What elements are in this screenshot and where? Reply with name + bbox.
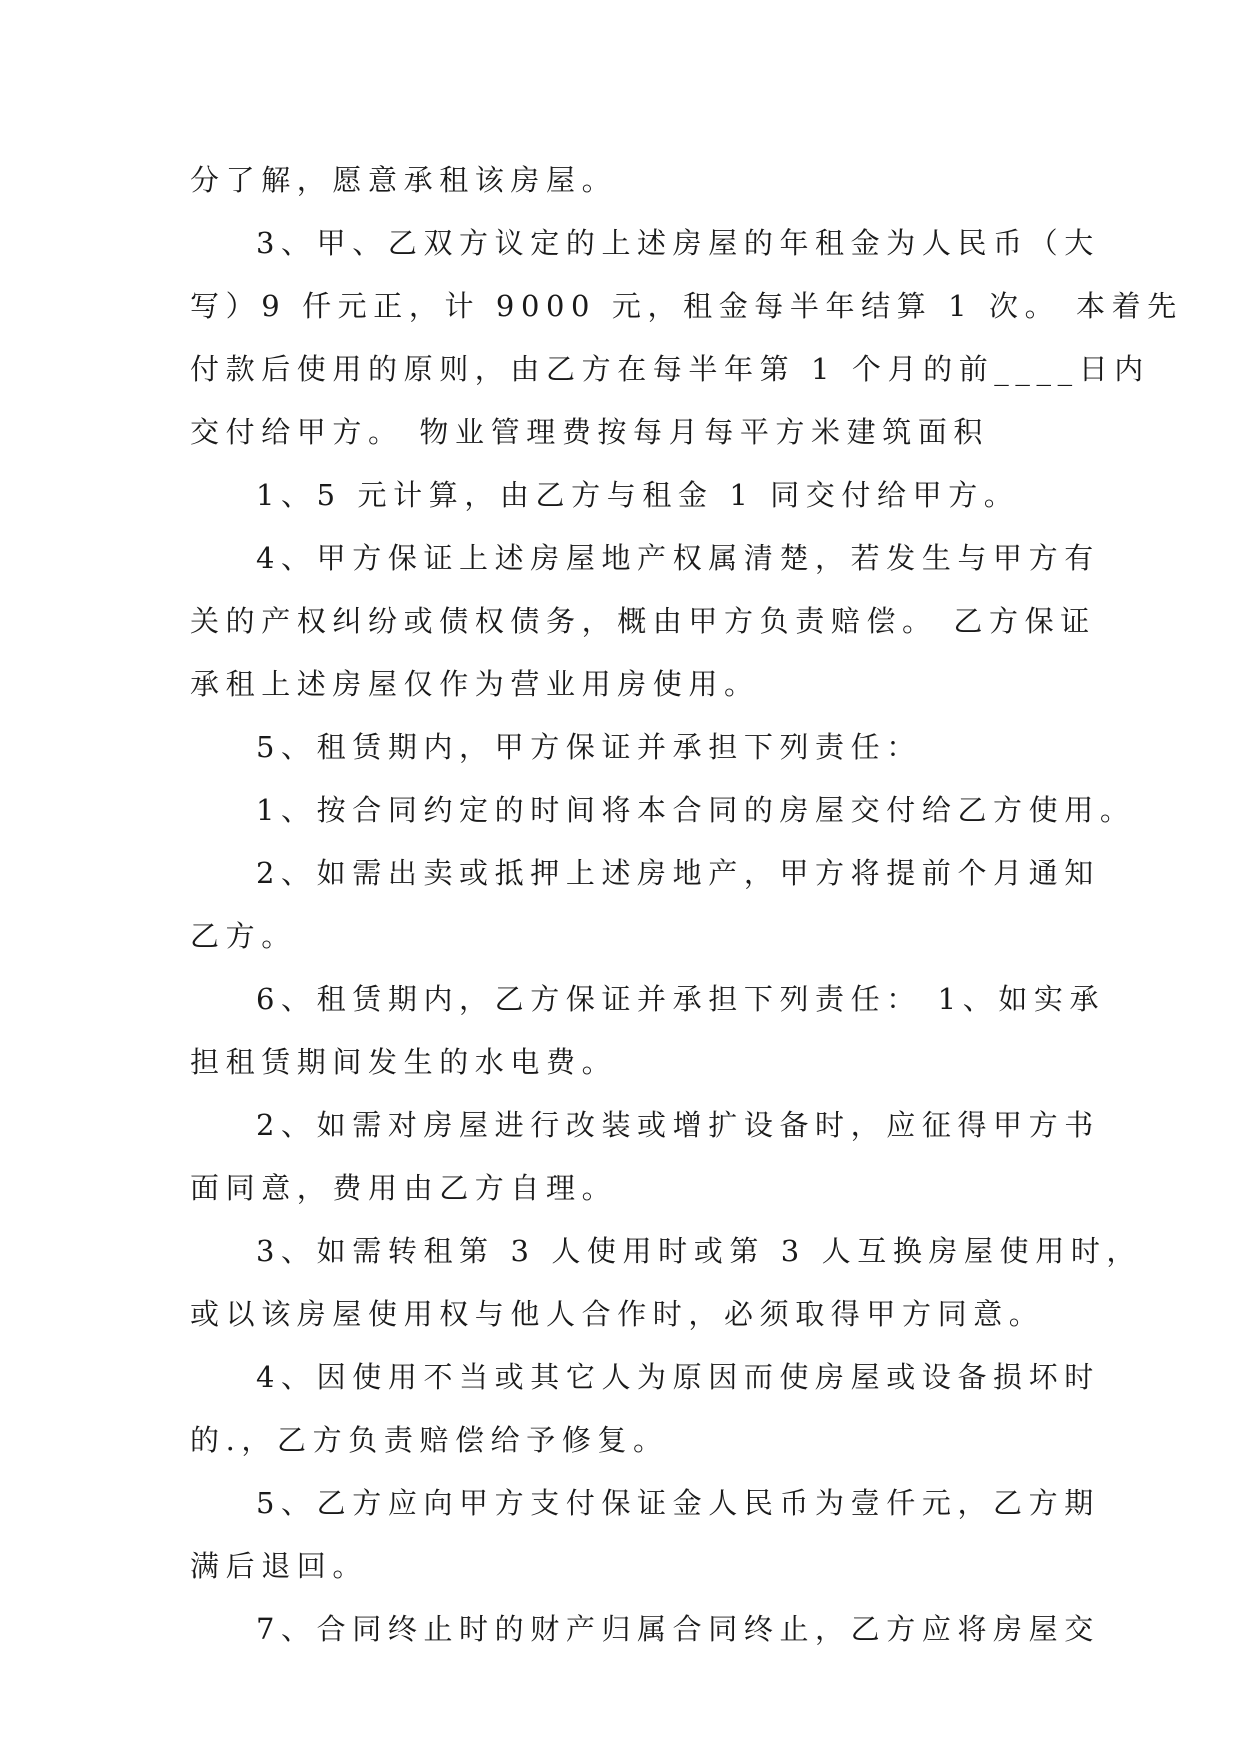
contract-text [190,160,1183,1672]
text-line: 3、如需转租第 3 人使用时或第 3 人互换房屋使用时， [256,1234,1143,1268]
text-line: 5、乙方应向甲方支付保证金人民币为壹仟元，乙方期 [256,1486,1100,1520]
text-line: 付款后使用的原则，由乙方在每半年第 1 个月的前____日内 [190,352,1150,386]
text-line: 2、如需对房屋进行改装或增扩设备时，应征得甲方书 [256,1108,1100,1142]
text-line: 承租上述房屋仅作为营业用房使用。 [190,667,760,701]
text-line: 写）9 仟元正，计 9000 元，租金每半年结算 1 次。 本着先 [190,289,1183,323]
text-line: 6、租赁期内，乙方保证并承担下列责任： 1、如实承 [256,982,1106,1016]
text-line: 或以该房屋使用权与他人合作时，必须取得甲方同意。 [190,1297,1045,1331]
text-line: 1、5 元计算，由乙方与租金 1 同交付给甲方。 [256,478,1020,512]
text-line: 3、甲、乙双方议定的上述房屋的年租金为人民币（大 [256,226,1100,260]
text-line: 2、如需出卖或抵押上述房地产，甲方将提前个月通知 [256,856,1100,890]
text-line: 5、租赁期内，甲方保证并承担下列责任： [256,730,922,764]
text-line: 担租赁期间发生的水电费。 [190,1045,618,1079]
text-line: 分了解，愿意承租该房屋。 [190,163,618,197]
text-line: 1、按合同约定的时间将本合同的房屋交付给乙方使用。 [256,793,1136,827]
text-line: 乙方。 [190,919,297,953]
text-line: 交付给甲方。 物业管理费按每月每平方米建筑面积 [190,415,990,449]
text-line: 4、因使用不当或其它人为原因而使房屋或设备损坏时 [256,1360,1100,1394]
text-line: 7、合同终止时的财产归属合同终止，乙方应将房屋交 [256,1612,1100,1646]
text-line: 面同意，费用由乙方自理。 [190,1171,618,1205]
text-line: 关的产权纠纷或债权债务，概由甲方负责赔偿。 乙方保证 [190,604,1096,638]
text-line: 的.，乙方负责赔偿给予修复。 [190,1423,669,1457]
text-line: 满后退回。 [190,1549,369,1583]
text-line: 4、甲方保证上述房屋地产权属清楚，若发生与甲方有 [256,541,1100,575]
